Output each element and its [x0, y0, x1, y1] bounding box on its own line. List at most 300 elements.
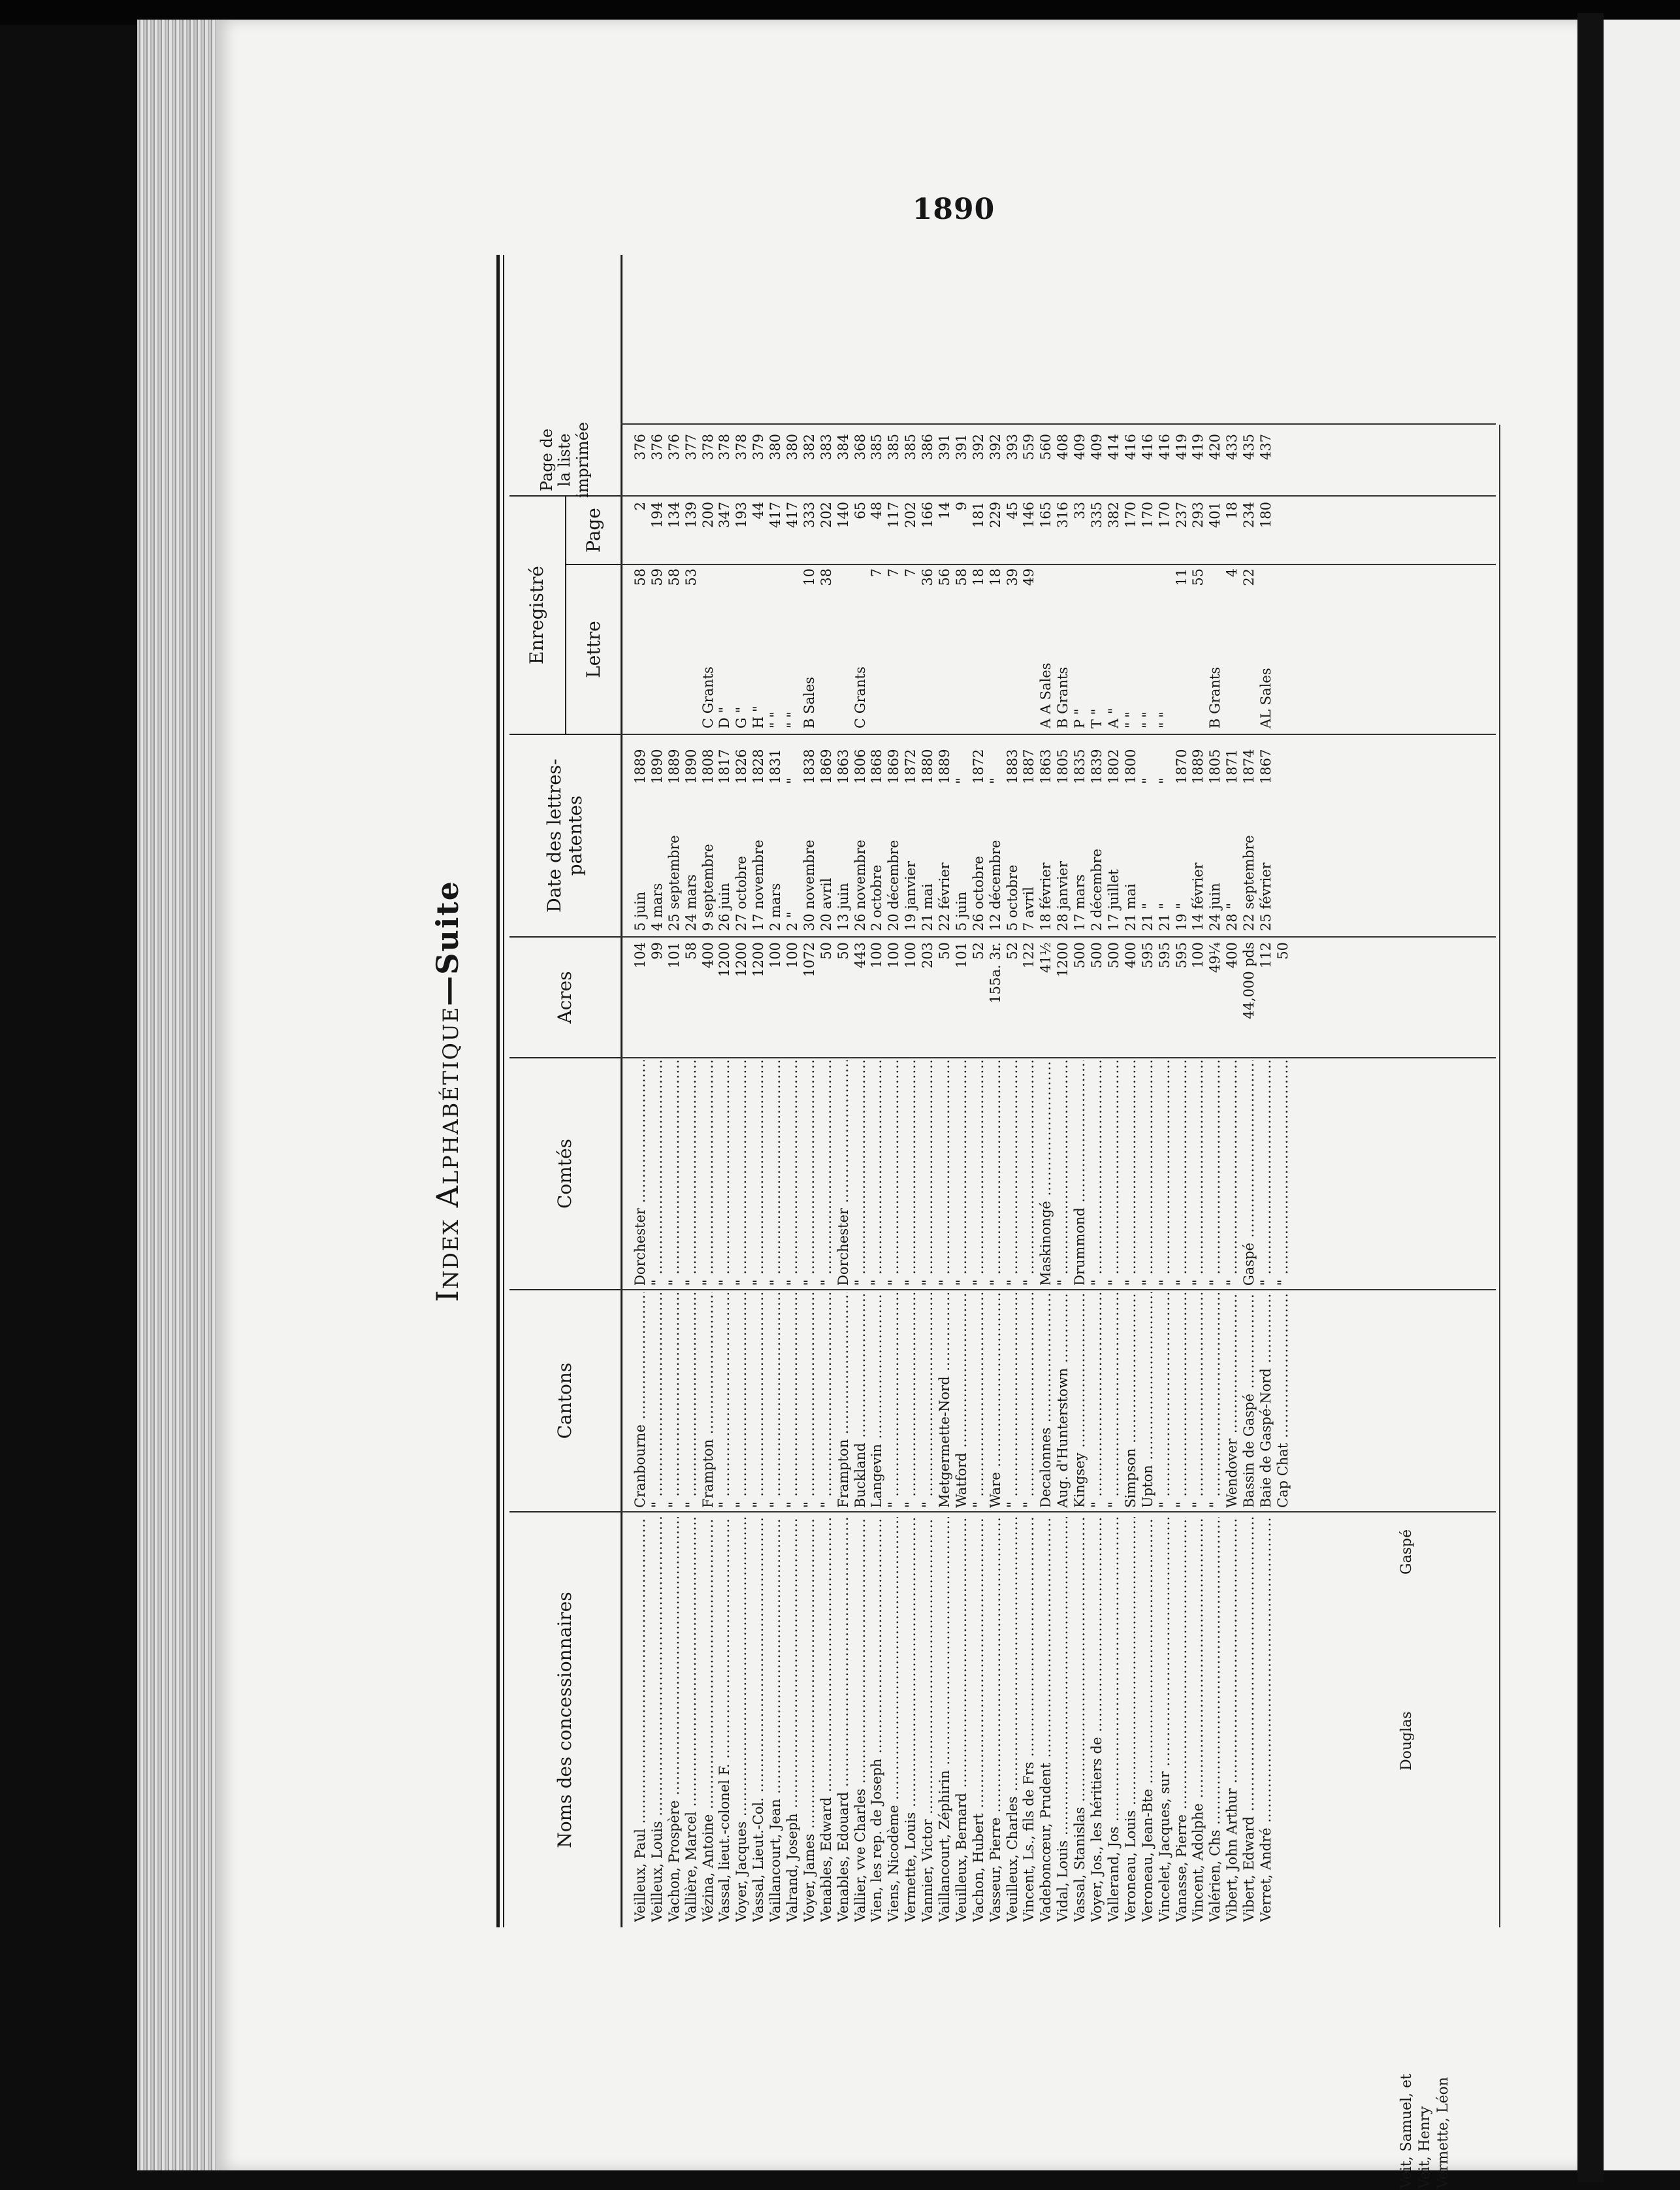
date-cell: 25 septembre	[666, 835, 682, 931]
acres-cell: 50	[1274, 942, 1291, 960]
concessionnaire-name: Valrand, Joseph .....	[784, 1517, 801, 1922]
concessionnaire-name: Vasseur, Pierre .....	[988, 1517, 1005, 1922]
canton-cell: " .....	[734, 1292, 751, 1508]
canton-cell: " .....	[1174, 1292, 1191, 1508]
lettre-number-cell: 18	[987, 568, 1003, 586]
year-cell: "	[953, 777, 969, 784]
liste-page-cell: 416	[1156, 434, 1172, 461]
liste-page-cell: 408	[1055, 434, 1071, 461]
table-row	[1174, 255, 1191, 1927]
canton-cell: Simpson .....	[1123, 1292, 1140, 1508]
liste-page-cell: 409	[1089, 434, 1105, 461]
canton-cell: " .....	[886, 1292, 903, 1508]
page-cell: 180	[1257, 502, 1274, 529]
concessionnaire-name: Vincelet, Jacques, sur .....	[1157, 1517, 1174, 1922]
page-cell: 44	[751, 502, 767, 519]
date-cell: 25 février	[1257, 862, 1274, 931]
table-row	[852, 255, 869, 1927]
concessionnaire-name: Vachon, Hubert .....	[971, 1517, 988, 1922]
liste-page-cell: 392	[970, 434, 986, 461]
comte-cell: " .....	[751, 1060, 767, 1286]
table-row	[649, 255, 666, 1927]
page-cell: 293	[1190, 502, 1206, 529]
acres-cell: 400	[1122, 942, 1139, 969]
canton-cell: " .....	[666, 1292, 683, 1508]
canton-cell: Aug. d'Hunterstown .....	[1055, 1292, 1072, 1508]
year-cell: 1839	[1089, 749, 1105, 784]
canton-cell: " .....	[717, 1292, 734, 1508]
acres-cell: 595	[1156, 942, 1172, 969]
liste-page-cell: 376	[649, 434, 665, 461]
table-row	[1038, 255, 1055, 1927]
header-comtes: Comtés	[509, 1058, 621, 1290]
page-cell: 117	[886, 502, 902, 529]
canton-cell: " .....	[920, 1292, 937, 1508]
table-row	[903, 255, 920, 1927]
year-cell: 1817	[717, 749, 733, 784]
header-page: Page	[565, 497, 621, 565]
acres-cell: 100	[767, 942, 784, 969]
comte-cell: " .....	[1174, 1060, 1191, 1286]
acres-cell: 1200	[717, 942, 733, 977]
acres-cell: 50	[818, 942, 834, 960]
year-cell: 1889	[1190, 749, 1206, 784]
header-rule	[621, 255, 622, 1927]
comte-cell: " .....	[818, 1060, 835, 1286]
top-rule-thin	[503, 255, 504, 1927]
date-cell: 2 octobre	[869, 864, 885, 931]
concessionnaire-name: Vassal, lieut.-colonel F. .....	[717, 1517, 734, 1922]
lettre-number-cell: 55	[1190, 568, 1206, 586]
caption-suite: —Suite	[430, 880, 465, 1006]
date-cell: 22 septembre	[1241, 835, 1257, 931]
year-cell: 1872	[970, 749, 986, 784]
lettre-number-cell: 39	[1004, 568, 1020, 586]
canton-cell: " .....	[801, 1292, 818, 1508]
canton-cell: " .....	[1106, 1292, 1123, 1508]
lettre-cell: G "	[734, 706, 750, 728]
canton-cell: " .....	[751, 1292, 767, 1508]
concessionnaire-name: Voyer, Jacques .....	[734, 1517, 751, 1922]
lettre-cell: A A Sales	[1038, 662, 1054, 728]
canton-cell: " .....	[903, 1292, 920, 1508]
lettre-cell: AL Sales	[1257, 668, 1274, 728]
liste-page-cell: 386	[920, 434, 936, 461]
comte-cell: " .....	[1157, 1060, 1174, 1286]
liste-page-cell: 414	[1105, 434, 1122, 461]
concessionnaire-name: Voyer, James .....	[801, 1517, 818, 1922]
date-cell: 22 février	[937, 862, 953, 931]
concessionnaire-name: Veilleux, Paul .....	[632, 1517, 649, 1922]
book-page-edges	[137, 20, 222, 2170]
concessionnaire-name: Veuilleux, Charles .....	[1005, 1517, 1022, 1922]
lettre-number-cell: 38	[818, 568, 834, 586]
canton-cell: " .....	[818, 1292, 835, 1508]
concessionnaire-name: Vachon, Prospère .....	[666, 1517, 683, 1922]
concessionnaire-name: Venables, Edouard .....	[835, 1517, 852, 1922]
acres-cell: 500	[1089, 942, 1105, 969]
comte-cell: " .....	[700, 1060, 717, 1286]
date-cell: 18 février	[1038, 862, 1054, 931]
page-cell: 237	[1173, 502, 1189, 529]
table-row	[1207, 255, 1224, 1927]
header-lettre: Lettre	[565, 565, 621, 735]
concessionnaire-name: Vien, les rep. de Joseph .....	[869, 1517, 886, 1922]
comte-cell: " .....	[1275, 1060, 1292, 1286]
year-cell: 1883	[1004, 749, 1020, 784]
next-name: Vermette, Léon	[1435, 2076, 1451, 2189]
acres-cell: 50	[937, 942, 953, 960]
concessionnaire-name: Viens, Nicodème .....	[886, 1517, 903, 1922]
lettre-cell: D "	[717, 706, 733, 728]
acres-cell: 100	[869, 942, 885, 969]
lettre-cell: " "	[767, 711, 784, 728]
comte-cell: " .....	[683, 1060, 700, 1286]
year-cell: 1869	[818, 749, 834, 784]
liste-page-cell: 409	[1072, 434, 1088, 461]
year-cell: 1863	[1038, 749, 1054, 784]
caption-main: Index Alphabétique	[430, 1005, 465, 1302]
concessionnaire-name: Veilleux, Louis .....	[649, 1517, 666, 1922]
lettre-number-cell: 18	[970, 568, 986, 586]
comte-cell: " .....	[784, 1060, 801, 1286]
comte-cell: " .....	[1055, 1060, 1072, 1286]
liste-page-cell: 392	[987, 434, 1003, 461]
table-caption	[430, 255, 465, 1927]
next-comte: Gaspé	[1398, 1529, 1415, 1575]
liste-page-cell: 419	[1173, 434, 1189, 461]
acres-cell: 112	[1257, 942, 1274, 969]
date-cell: 17 juillet	[1105, 869, 1122, 931]
date-cell: 21 "	[1156, 902, 1172, 931]
comte-cell: " .....	[1190, 1060, 1207, 1286]
comte-cell: " .....	[869, 1060, 886, 1286]
lettre-number-cell: 7	[903, 568, 919, 578]
page-cell: 194	[649, 502, 665, 529]
table-row	[971, 255, 988, 1927]
table-row	[683, 255, 700, 1927]
acres-cell: 41½	[1038, 942, 1054, 973]
acres-cell: 52	[970, 942, 986, 960]
lettre-number-cell: 36	[920, 568, 936, 586]
acres-cell: 400	[1224, 942, 1240, 969]
acres-cell: 155a. 3r.	[987, 942, 1003, 1004]
year-cell: 1831	[767, 749, 784, 784]
table-row	[1123, 255, 1140, 1927]
year-cell: 1870	[1173, 749, 1189, 784]
acres-cell: 443	[852, 942, 868, 969]
liste-page-cell: 385	[869, 434, 885, 461]
concessionnaire-name: Veroneau, Jean-Bte .....	[1140, 1517, 1157, 1922]
top-rule	[496, 255, 500, 1927]
comte-cell: " .....	[1021, 1060, 1038, 1286]
date-cell: 17 mars	[1072, 874, 1088, 931]
acres-cell: 44,000 pds	[1241, 942, 1257, 1019]
page-cell: 234	[1241, 502, 1257, 529]
concessionnaire-name: Vanasse, Pierre .....	[1174, 1517, 1191, 1922]
page-cell: 146	[1021, 502, 1037, 529]
page-cell: 170	[1139, 502, 1155, 529]
concessionnaire-name: Vaillancourt, Zéphirin .....	[937, 1517, 954, 1922]
page-cell: 45	[1004, 502, 1020, 519]
date-cell: 26 novembre	[852, 840, 868, 931]
canton-cell: Metgermette-Nord .....	[937, 1292, 954, 1508]
comte-cell: " .....	[852, 1060, 869, 1286]
page-cell: 170	[1156, 502, 1172, 529]
liste-page-cell: 376	[666, 434, 682, 461]
comte-cell: " .....	[666, 1060, 683, 1286]
page-cell: 202	[903, 502, 919, 529]
acres-cell: 400	[700, 942, 716, 969]
liste-page-cell: 391	[937, 434, 953, 461]
date-cell: 20 avril	[818, 877, 834, 931]
table-row	[954, 255, 971, 1927]
lettre-number-cell: 56	[937, 568, 953, 586]
concessionnaire-name: Vincent, Adolphe .....	[1190, 1517, 1207, 1922]
date-cell: 20 décembre	[886, 840, 902, 931]
canton-cell: " .....	[784, 1292, 801, 1508]
table-row	[1140, 255, 1157, 1927]
table-row	[1055, 255, 1072, 1927]
liste-page-cell: 384	[835, 434, 851, 461]
comte-cell: " .....	[988, 1060, 1005, 1286]
comte-cell: " .....	[920, 1060, 937, 1286]
concessionnaire-name: Vaillancourt, Jean .....	[767, 1517, 784, 1922]
year-cell: 1863	[835, 749, 851, 784]
acres-cell: 595	[1139, 942, 1155, 969]
page-cell: 170	[1122, 502, 1139, 529]
page-cell: 18	[1224, 502, 1240, 519]
liste-page-cell: 559	[1021, 434, 1037, 461]
liste-page-cell: 380	[767, 434, 784, 461]
liste-page-cell: 433	[1224, 434, 1240, 461]
table-row	[1224, 255, 1241, 1927]
lettre-cell: C Grants	[700, 666, 716, 728]
date-cell: 5 octobre	[1004, 864, 1020, 931]
concessionnaire-name: Vibert, Edward .....	[1241, 1517, 1258, 1922]
lettre-cell: P "	[1072, 708, 1088, 728]
table-row	[801, 255, 818, 1927]
comte-cell: Dorchester .....	[835, 1060, 852, 1286]
table-row	[767, 255, 784, 1927]
next-place	[1434, 1379, 1453, 1771]
canton-cell: " .....	[971, 1292, 988, 1508]
lettre-number-cell: 11	[1173, 568, 1189, 586]
page-cell: 316	[1055, 502, 1071, 529]
concessionnaire-name: Vadeboncœur, Prudent .....	[1038, 1517, 1055, 1922]
lettre-cell: B Sales	[801, 677, 817, 728]
page-cell: 200	[700, 502, 716, 529]
lettre-number-cell: 7	[886, 568, 902, 578]
comte-cell: " .....	[717, 1060, 734, 1286]
concessionnaire-name: Valérien, Chs .....	[1207, 1517, 1224, 1922]
acres-cell: 595	[1173, 942, 1189, 969]
page-cell: 134	[666, 502, 682, 529]
date-cell: 24 juin	[1207, 883, 1223, 931]
page-cell: 9	[953, 502, 969, 511]
liste-page-cell: 437	[1257, 434, 1274, 461]
table-row	[1106, 255, 1123, 1927]
acres-cell: 104	[632, 942, 648, 969]
concessionnaire-name: Vibert, John Arthur .....	[1224, 1517, 1241, 1922]
table-row	[920, 255, 937, 1927]
year-cell: 1805	[1207, 749, 1223, 784]
lettre-cell: C Grants	[852, 666, 868, 728]
comte-cell: " .....	[767, 1060, 784, 1286]
year-cell: 1867	[1257, 749, 1274, 784]
acres-cell: 1200	[751, 942, 767, 977]
concessionnaire-name: Voyer, Jos., les héritiers de .....	[1089, 1517, 1106, 1922]
page-cell: 193	[734, 502, 750, 529]
concessionnaire-name: Vidal, Louis .....	[1055, 1517, 1072, 1922]
concessionnaire-name: Venables, Edward .....	[818, 1517, 835, 1922]
acres-cell: 100	[903, 942, 919, 969]
page-cell: 139	[683, 502, 699, 529]
year-cell: 1890	[649, 749, 665, 784]
canton-cell: Frampton .....	[700, 1292, 717, 1508]
year-cell: 1826	[734, 749, 750, 784]
table-row	[1021, 255, 1038, 1927]
canton-cell: " .....	[1157, 1292, 1174, 1508]
table-row	[734, 255, 751, 1927]
comte-cell: " .....	[734, 1060, 751, 1286]
table-row	[1190, 255, 1207, 1927]
year-cell: 1800	[1122, 749, 1139, 784]
comte-cell: " .....	[886, 1060, 903, 1286]
year-cell: 1828	[751, 749, 767, 784]
year-cell: 1872	[903, 749, 919, 784]
page-cell: 14	[937, 502, 953, 519]
acres-cell: 122	[1021, 942, 1037, 969]
lettre-number-cell: 22	[1241, 568, 1257, 586]
canton-cell: Wendover .....	[1224, 1292, 1241, 1508]
lettre-cell: B Grants	[1055, 666, 1071, 728]
canton-cell: Decalonnes .....	[1038, 1292, 1055, 1508]
year-cell: "	[1156, 777, 1172, 784]
liste-page-cell: 379	[751, 434, 767, 461]
table-body	[632, 255, 1292, 1927]
page-cell: 166	[920, 502, 936, 529]
concessionnaire-name: Vassal, Lieut.-Col. .....	[751, 1517, 767, 1922]
table-row	[700, 255, 717, 1927]
year-cell: 1889	[937, 749, 953, 784]
concessionnaire-name: Vézina, Antoine .....	[700, 1517, 717, 1922]
acres-cell: 500	[1072, 942, 1088, 969]
table-row	[784, 255, 801, 1927]
comte-cell: " .....	[971, 1060, 988, 1286]
comte-cell: " .....	[1140, 1060, 1157, 1286]
table-row	[937, 255, 954, 1927]
lettre-cell: " "	[1156, 711, 1172, 728]
year-cell: 1887	[1021, 749, 1037, 784]
lettre-cell: " "	[1139, 711, 1155, 728]
liste-page-cell: 560	[1038, 434, 1054, 461]
lettre-cell: A "	[1105, 708, 1122, 728]
date-cell: 2 "	[784, 911, 801, 931]
concessionnaire-name: Vermette, Louis .....	[903, 1517, 920, 1922]
page-cell: 65	[852, 502, 868, 519]
acres-cell: 203	[920, 942, 936, 969]
canton-cell: " .....	[1207, 1292, 1224, 1508]
table-row	[835, 255, 852, 1927]
next-name: Veit, Henry	[1417, 2106, 1433, 2189]
book-gutter	[1577, 13, 1604, 2182]
comte-cell: " .....	[1106, 1060, 1123, 1286]
header-names: Noms des concessionnaires	[553, 1592, 575, 1848]
canton-cell: " .....	[683, 1292, 700, 1508]
table-row	[1275, 255, 1292, 1927]
canton-cell: " .....	[649, 1292, 666, 1508]
liste-page-cell: 416	[1122, 434, 1139, 461]
table-row	[717, 255, 734, 1927]
comte-cell: Maskinongé .....	[1038, 1060, 1055, 1286]
year-cell: 1835	[1072, 749, 1088, 784]
canton-cell: Bassin de Gaspé .....	[1241, 1292, 1258, 1508]
concessionnaire-name: Vassal, Stanislas .....	[1072, 1517, 1089, 1922]
liste-page-cell: 393	[1004, 434, 1020, 461]
page-cell: 181	[970, 502, 986, 529]
date-cell: 21 mai	[1122, 883, 1139, 931]
canton-cell: Cap Chat .....	[1275, 1292, 1292, 1508]
year-cell: 1808	[700, 749, 716, 784]
acres-cell: 500	[1105, 942, 1122, 969]
page-cell: 347	[717, 502, 733, 529]
table-row	[1072, 255, 1089, 1927]
table-row	[869, 255, 886, 1927]
page-cell: 229	[987, 502, 1003, 529]
page-cell: 140	[835, 502, 851, 529]
year-cell: "	[784, 777, 801, 784]
acres-cell: 100	[886, 942, 902, 969]
year-cell: 1880	[920, 749, 936, 784]
acres-cell: 52	[1004, 942, 1020, 960]
table-row	[886, 255, 903, 1927]
year-cell: "	[987, 777, 1003, 784]
liste-page-cell: 382	[801, 434, 817, 461]
next-places	[1398, 1379, 1453, 1771]
lettre-number-cell: 58	[666, 568, 682, 586]
acres-cell: 1200	[1055, 942, 1071, 977]
lettre-cell: " "	[1122, 711, 1139, 728]
comte-cell: Gaspé .....	[1241, 1060, 1258, 1286]
table-row	[632, 255, 649, 1927]
date-cell: 9 septembre	[700, 843, 716, 931]
header-date: Date des lettres-patentes	[509, 735, 621, 938]
page-cell: 417	[767, 502, 784, 529]
lettre-cell: " "	[784, 711, 801, 728]
canton-cell: " .....	[1005, 1292, 1022, 1508]
next-place	[1416, 1379, 1434, 1771]
liste-page-cell: 383	[818, 434, 834, 461]
canton-cell: Cranbourne .....	[632, 1292, 649, 1508]
page-cell: 401	[1207, 502, 1223, 529]
year-cell: 1874	[1241, 749, 1257, 784]
concessionnaire-name: Verret, André .....	[1258, 1517, 1275, 1922]
liste-page-cell: 378	[700, 434, 716, 461]
comte-cell: " .....	[1207, 1060, 1224, 1286]
header-acres: Acres	[509, 938, 621, 1058]
comte-cell: Dorchester .....	[632, 1060, 649, 1286]
page-cell: 202	[818, 502, 834, 529]
table-row	[751, 255, 767, 1927]
page-year: 1890	[912, 193, 995, 226]
table-row	[1241, 255, 1258, 1927]
year-cell: 1890	[683, 749, 699, 784]
liste-page-cell: 420	[1207, 434, 1223, 461]
table-row	[666, 255, 683, 1927]
date-cell: 21 mai	[920, 883, 936, 931]
lettre-number-cell: 10	[801, 568, 817, 586]
